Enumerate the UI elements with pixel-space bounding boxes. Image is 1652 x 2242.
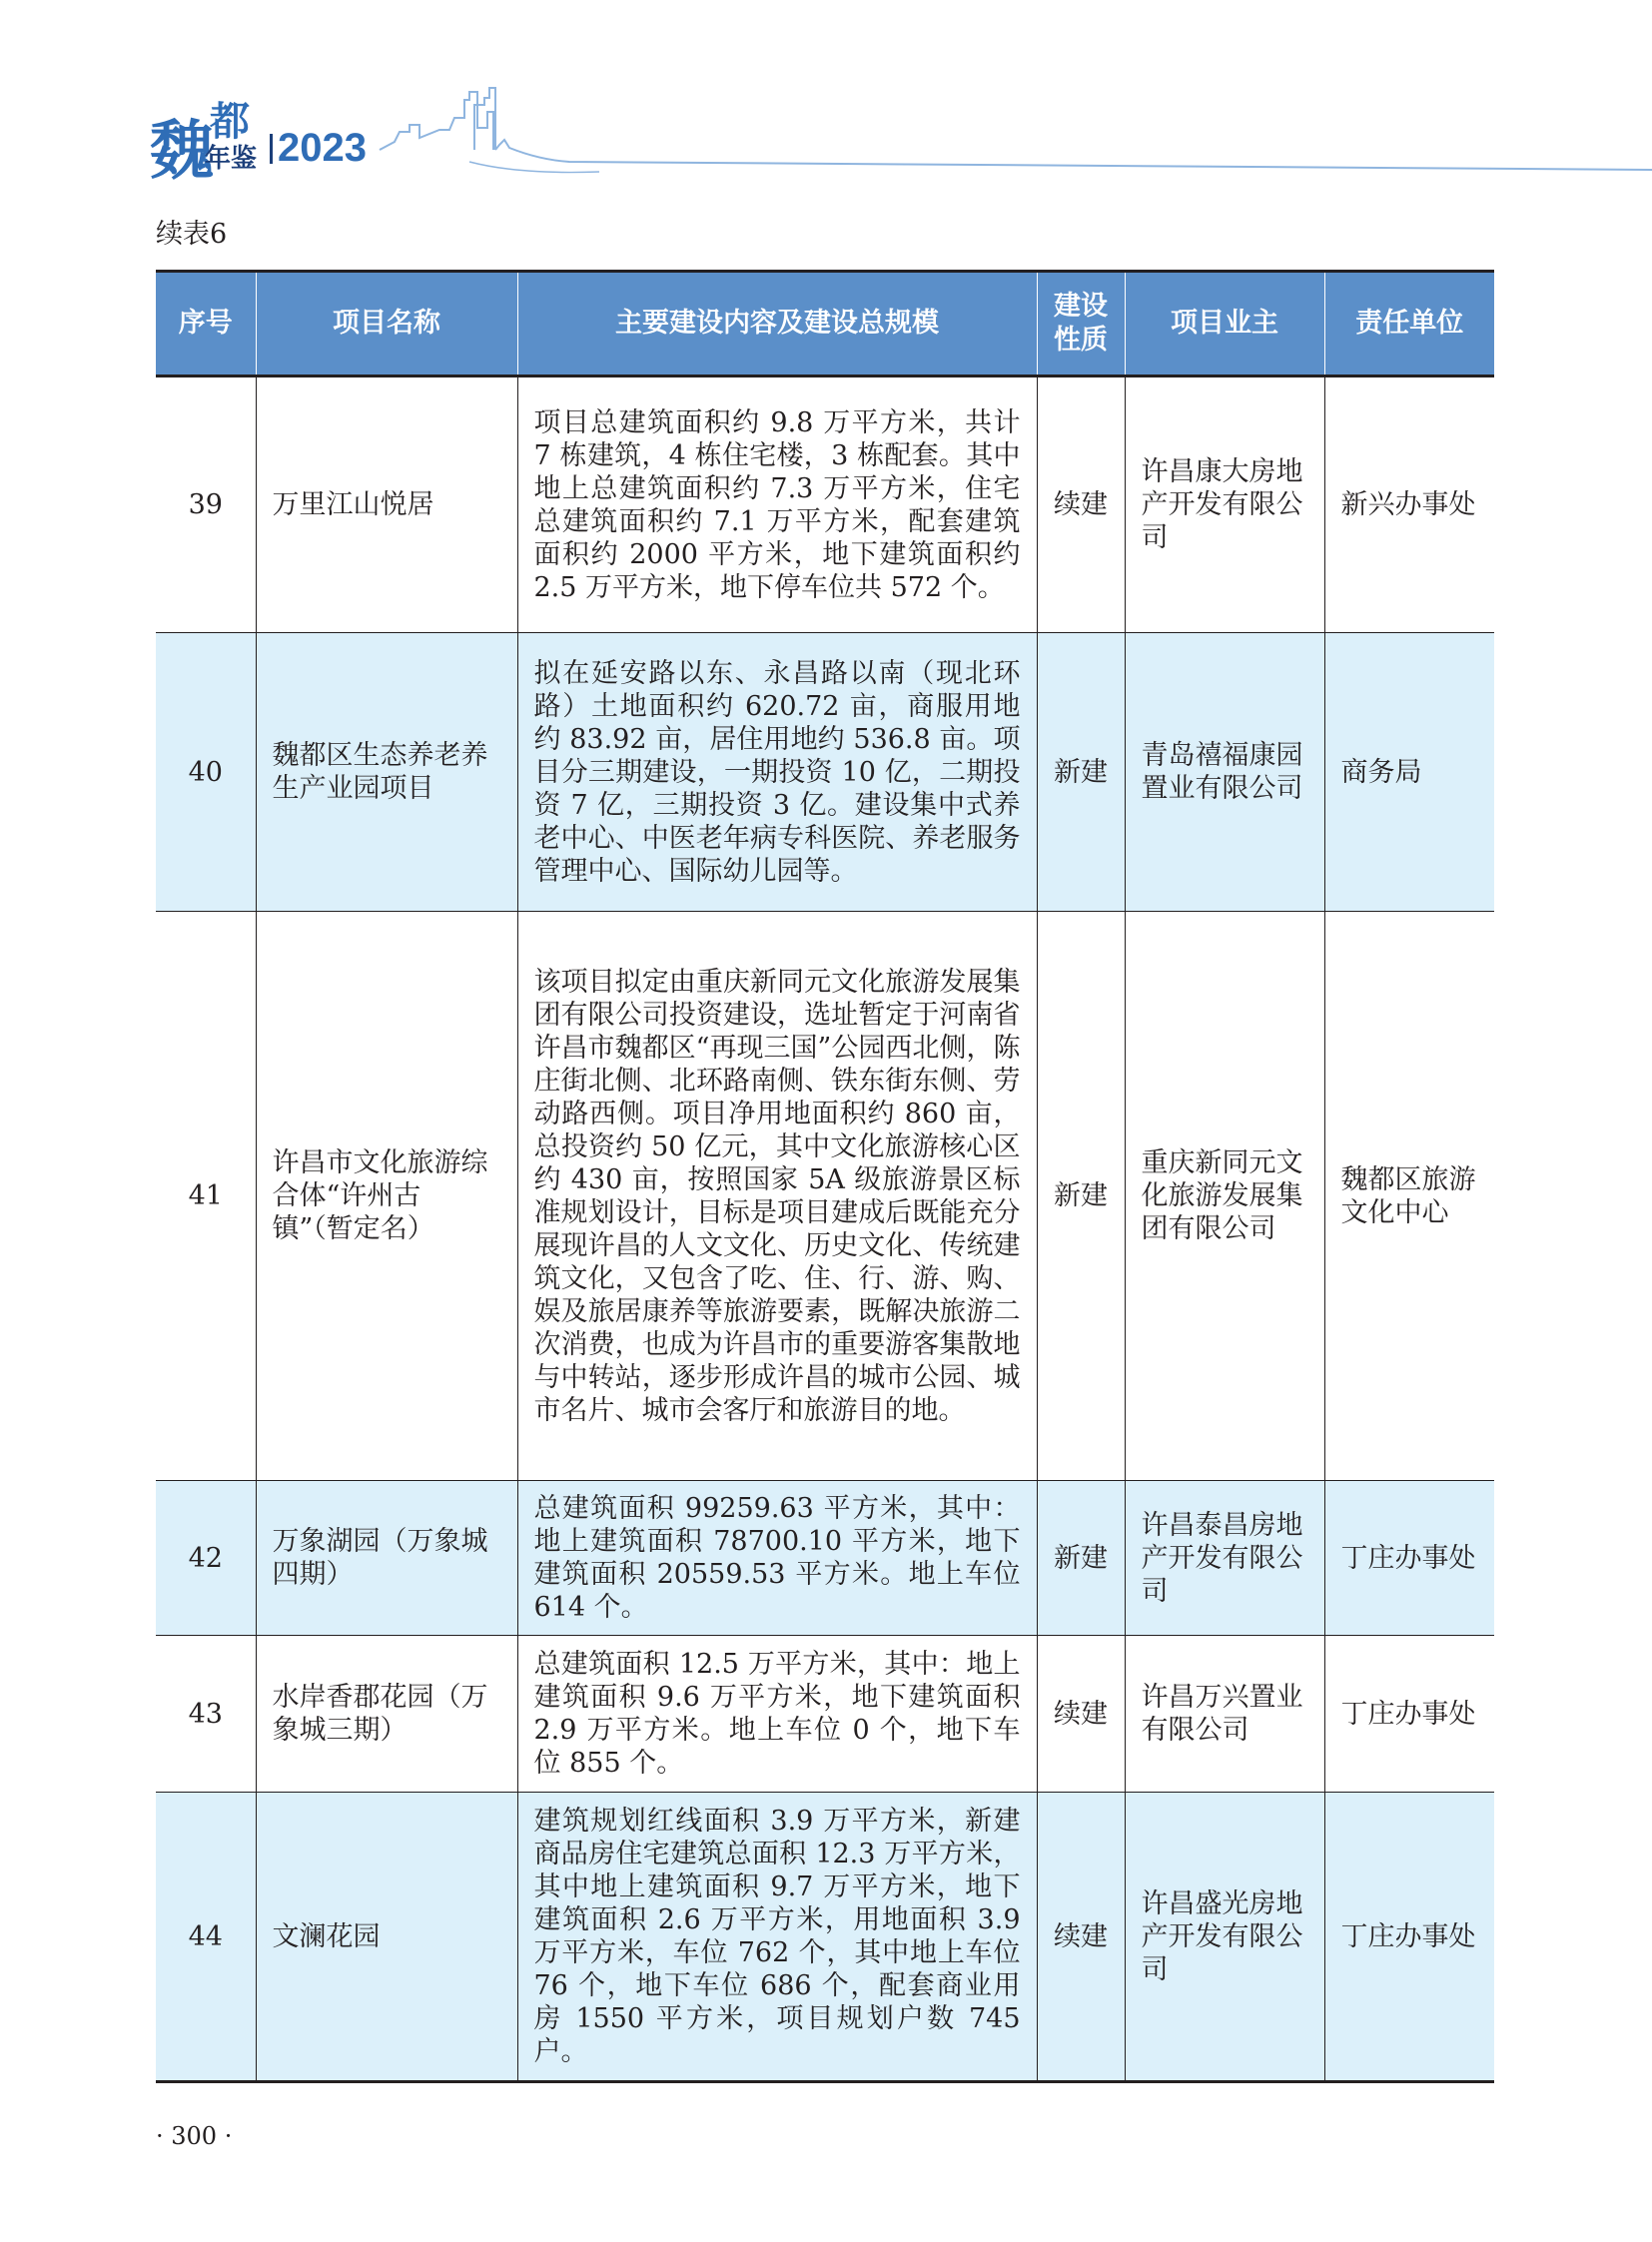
cell-content: 建筑规划红线面积 3.9 万平方米，新建商品房住宅建筑总面积 12.3 万平方米，其中地上建筑面积 9.7 万平方米，地下建筑面积 2.6 万平方米，用地面积 3.9 万平方米，车位 762 个，其中地上车位 76 个，地下车位 686 个，配套商业用房 1550 平方米，项目规划户数 745 户。 (517, 1793, 1037, 2082)
cell-name: 万里江山悦居 (256, 376, 517, 633)
cell-owner: 重庆新同元文化旅游发展集团有限公司 (1125, 912, 1324, 1481)
table-row (156, 1793, 1494, 2082)
cell-name: 魏都区生态养老养生产业园项目 (256, 633, 517, 912)
table-row (156, 912, 1494, 1481)
cell-unit: 商务局 (1324, 633, 1494, 912)
cell-no: 43 (156, 1636, 256, 1793)
cell-no: 41 (156, 912, 256, 1481)
table-row (156, 1481, 1494, 1636)
cell-no: 40 (156, 633, 256, 912)
col-header-type: 建设性质 (1037, 272, 1125, 376)
logo-du: 都 (210, 99, 250, 145)
cell-type: 续建 (1037, 376, 1125, 633)
cell-no: 42 (156, 1481, 256, 1636)
cell-type: 续建 (1037, 1793, 1125, 2082)
page-header (0, 0, 1652, 190)
cell-no: 39 (156, 376, 256, 633)
table-row (156, 1636, 1494, 1793)
cell-content: 拟在延安路以东、永昌路以南（现北环路）土地面积约 620.72 亩，商服用地约 83.92 亩，居住用地约 536.8 亩。项目分三期建设，一期投资 10 亿，二期投资 7 亿，三期投资 3 亿。建设集中式养老中心、中医老年病专科医院、养老服务管理中心、国际幼儿园等。 (517, 633, 1037, 912)
cell-content: 总建筑面积 99259.63 平方米，其中：地上建筑面积 78700.10 平方米，地下建筑面积 20559.53 平方米。地上车位 614 个。 (517, 1481, 1037, 1636)
cell-name: 许昌市文化旅游综合体“许州古镇”（暂定名） (256, 912, 517, 1481)
cell-type: 新建 (1037, 1481, 1125, 1636)
cell-unit: 丁庄办事处 (1324, 1481, 1494, 1636)
col-header-unit: 责任单位 (1324, 272, 1494, 376)
cell-unit: 新兴办事处 (1324, 376, 1494, 633)
table-caption: 续表6 (156, 219, 228, 250)
col-header-name: 项目名称 (256, 272, 517, 376)
cell-owner: 许昌万兴置业有限公司 (1125, 1636, 1324, 1793)
cell-content: 该项目拟定由重庆新同元文化旅游发展集团有限公司投资建设，选址暂定于河南省许昌市魏都区“再现三国”公园西北侧，陈庄街北侧、北环路南侧、铁东街东侧、劳动路西侧。项目净用地面积约 860 亩，总投资约 50 亿元，其中文化旅游核心区约 430 亩，按照国家 5A 级旅游景区标准规划设计，目标是项目建成后既能充分展现许昌的人文文化、历史文化、传统建筑文化，又包含了吃、住、行、游、购、娱及旅居康养等旅游要素，既解决旅游二次消费，也成为许昌市的重要游客集散地与中转站，逐步形成许昌的城市公园、城市名片、城市会客厅和旅游目的地。 (517, 912, 1037, 1481)
projects-table (156, 270, 1494, 2083)
cell-name: 文澜花园 (256, 1793, 517, 2082)
logo-divider (270, 134, 273, 164)
cell-owner: 许昌康大房地产开发有限公司 (1125, 376, 1324, 633)
cell-unit: 丁庄办事处 (1324, 1793, 1494, 2082)
cell-unit: 魏都区旅游文化中心 (1324, 912, 1494, 1481)
col-header-no: 序号 (156, 272, 256, 376)
col-header-content: 主要建设内容及建设总规模 (517, 272, 1037, 376)
cell-owner: 许昌泰昌房地产开发有限公司 (1125, 1481, 1324, 1636)
cell-type: 续建 (1037, 1636, 1125, 1793)
logo-wei: 魏 (150, 115, 214, 189)
cell-unit: 丁庄办事处 (1324, 1636, 1494, 1793)
logo-year: 2023 (278, 126, 367, 170)
cell-owner: 青岛禧福康园置业有限公司 (1125, 633, 1324, 912)
cell-type: 新建 (1037, 633, 1125, 912)
col-header-owner: 项目业主 (1125, 272, 1324, 376)
table-row (156, 633, 1494, 912)
cell-type: 新建 (1037, 912, 1125, 1481)
cell-name: 水岸香郡花园（万象城三期） (256, 1636, 517, 1793)
cell-content: 项目总建筑面积约 9.8 万平方米，共计 7 栋建筑，4 栋住宅楼，3 栋配套。其中地上总建筑面积约 7.3 万平方米，住宅总建筑面积约 7.1 万平方米，配套建筑面积约 2000 平方米，地下建筑面积约 2.5 万平方米，地下停车位共 572 个。 (517, 376, 1037, 633)
cell-content: 总建筑面积 12.5 万平方米，其中：地上建筑面积 9.6 万平方米，地下建筑面积 2.9 万平方米。地上车位 0 个，地下车位 855 个。 (517, 1636, 1037, 1793)
cell-owner: 许昌盛光房地产开发有限公司 (1125, 1793, 1324, 2082)
cell-no: 44 (156, 1793, 256, 2082)
page-number: · 300 · (156, 2122, 233, 2150)
table-row (156, 376, 1494, 633)
logo-nianjian: 年鉴 (205, 144, 258, 174)
table-header-row (156, 272, 1494, 376)
cell-name: 万象湖园（万象城四期） (256, 1481, 517, 1636)
